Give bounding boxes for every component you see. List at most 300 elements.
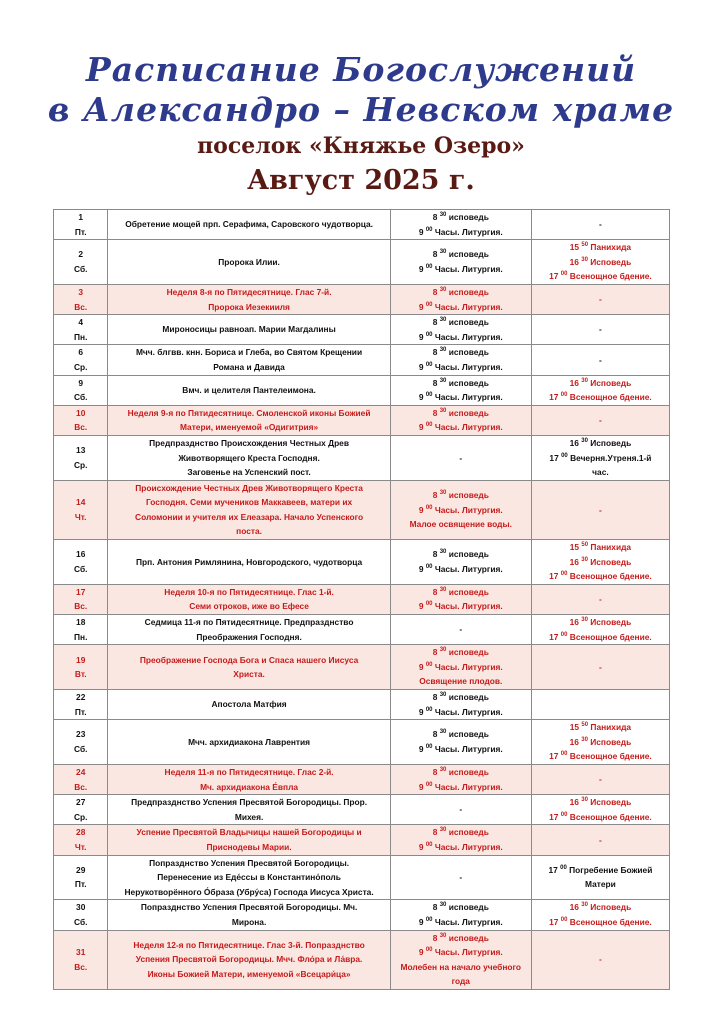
schedule-line: Перенесение из Еде́ссы в Константино́поль: [157, 872, 341, 883]
weekday: Чт.: [74, 511, 87, 522]
schedule-row: [54, 284, 670, 314]
morning-services: [390, 480, 531, 539]
date-cell: [54, 240, 108, 285]
evening-services: [531, 645, 669, 690]
schedule-line: Мч. архидиакона Е́впла: [200, 781, 299, 792]
service-name: исповедь: [446, 586, 489, 597]
service-minutes: 00: [560, 811, 568, 818]
schedule-line: Мирона.: [231, 916, 267, 927]
service-minutes: 00: [561, 452, 568, 459]
service-minutes: 00: [560, 271, 568, 278]
service-name: Часы. Литургия.: [432, 841, 503, 852]
service-name: Часы. Литургия.: [432, 563, 503, 574]
evening-services: [531, 240, 669, 285]
month-heading: Август 2025 г.: [247, 165, 475, 196]
service-hour: 9: [418, 264, 426, 275]
service-name: исповедь: [446, 347, 489, 358]
schedule-line: [393, 690, 529, 705]
weekday: Ср.: [73, 361, 88, 372]
schedule-line: [393, 727, 529, 742]
service-name: Исповедь: [587, 797, 632, 808]
weekday: Вс.: [74, 961, 88, 972]
day-number: 16: [76, 549, 86, 560]
evening-services: [531, 375, 669, 405]
service-hour: 8: [432, 549, 440, 560]
schedule-line: -: [599, 415, 602, 426]
service-minutes: 00: [560, 392, 568, 399]
weekday: Ср.: [73, 459, 88, 470]
service-minutes: 00: [425, 301, 433, 308]
evening-services: [531, 284, 669, 314]
service-hour: 8: [432, 347, 440, 358]
schedule-line: -: [459, 624, 463, 635]
service-minutes: 00: [560, 751, 568, 758]
date-cell: [54, 480, 108, 539]
evening-services: [531, 315, 669, 345]
morning-services: [390, 825, 531, 855]
service-minutes: 30: [439, 586, 447, 593]
service-minutes: 30: [581, 377, 588, 384]
schedule-row: [54, 764, 670, 794]
schedule-line: [393, 488, 529, 503]
schedule-line: [393, 599, 529, 614]
schedule-line: [393, 915, 529, 930]
service-name: исповедь: [446, 902, 489, 913]
service-minutes: 30: [439, 286, 447, 293]
service-hour: 8: [432, 902, 440, 913]
service-minutes: 30: [439, 489, 447, 496]
service-minutes: 30: [439, 249, 447, 256]
service-name: исповедь: [446, 377, 489, 388]
schedule-line: [534, 863, 667, 878]
schedule-line: [393, 210, 529, 225]
evening-services: [531, 690, 669, 720]
service-name: исповедь: [446, 407, 489, 418]
feast-description: [108, 855, 390, 900]
service-hour: 15: [569, 722, 582, 733]
schedule-line: [534, 540, 667, 555]
schedule-line: Вмч. и целителя Пантелеимона.: [182, 384, 316, 395]
service-hour: 8: [432, 827, 440, 838]
day-number: 1: [78, 212, 84, 222]
service-minutes: 30: [439, 317, 447, 324]
service-name: Часы. Литургия.: [432, 781, 503, 792]
service-hour: 9: [418, 563, 426, 574]
service-minutes: 30: [439, 647, 447, 654]
morning-services: [390, 315, 531, 345]
morning-services: [390, 435, 531, 480]
service-minutes: 00: [425, 601, 433, 608]
weekday: Вс.: [74, 301, 88, 312]
service-hour: 8: [432, 317, 440, 328]
schedule-line: Освящение плодов.: [419, 676, 503, 687]
schedule-line: Иконы Божией Матери, именуемой «Всецари́ца»: [147, 968, 351, 979]
service-name: исповедь: [446, 286, 489, 297]
service-hour: 9: [418, 916, 426, 927]
schedule-line: [534, 749, 667, 764]
schedule-line: -: [599, 834, 602, 845]
service-hour: 17: [549, 811, 561, 822]
schedule-table: [53, 209, 670, 990]
service-minutes: 00: [425, 916, 433, 923]
service-minutes: 00: [425, 264, 433, 271]
schedule-line: -: [599, 954, 602, 965]
feast-description: [108, 240, 390, 285]
day-number: 14: [76, 497, 86, 508]
service-minutes: 00: [425, 563, 433, 570]
service-hour: 9: [418, 947, 426, 958]
morning-services: [390, 930, 531, 989]
service-name: Всенощное бдение.: [567, 271, 652, 282]
schedule-line: [534, 615, 667, 630]
schedule-row: [54, 930, 670, 989]
schedule-line: -: [459, 804, 463, 815]
feast-description: [108, 584, 390, 614]
schedule-line: Успение Пресвятой Владычицы нашей Богородицы и: [136, 827, 362, 838]
service-name: исповедь: [446, 249, 489, 260]
service-minutes: 30: [581, 556, 588, 563]
date-cell: [54, 315, 108, 345]
service-minutes: 30: [439, 377, 447, 384]
schedule-line: [393, 780, 529, 795]
feast-description: [108, 795, 390, 825]
service-minutes: 00: [560, 864, 567, 871]
morning-services: [390, 900, 531, 930]
service-hour: 15: [569, 542, 582, 553]
service-hour: 9: [418, 226, 426, 237]
feast-description: [108, 210, 390, 240]
service-hour: 9: [418, 331, 426, 342]
service-name: Исповедь: [587, 617, 632, 628]
schedule-line: Мироносицы равноап. Марии Магдалины: [162, 324, 336, 335]
day-number: 24: [76, 766, 86, 777]
service-hour: 16: [569, 556, 582, 567]
schedule-line: [393, 285, 529, 300]
day-number: 9: [78, 377, 84, 388]
schedule-line: [393, 660, 529, 675]
feast-description: [108, 930, 390, 989]
schedule-line: [393, 705, 529, 720]
schedule-line: [534, 630, 667, 645]
schedule-line: [393, 742, 529, 757]
day-number: 30: [76, 902, 86, 913]
morning-services: [390, 764, 531, 794]
schedule-line: Христа.: [233, 669, 265, 680]
schedule-line: Соломонии и учителя их Елеазара. Начало Успенского: [135, 511, 364, 522]
service-name: Всенощное бдение.: [567, 392, 652, 403]
schedule-row: [54, 690, 670, 720]
service-minutes: 50: [581, 542, 589, 549]
service-name: исповедь: [446, 827, 489, 838]
service-name: Часы. Литургия.: [432, 361, 503, 372]
service-hour: 16: [569, 377, 582, 388]
schedule-line: Приснодевы Марии.: [206, 841, 292, 852]
schedule-line: [534, 255, 667, 270]
schedule-line: [393, 247, 529, 262]
service-minutes: 00: [560, 631, 568, 638]
service-name: Всенощное бдение.: [567, 631, 652, 642]
feast-description: [108, 540, 390, 585]
service-hour: 8: [432, 692, 440, 702]
feast-description: [108, 480, 390, 539]
day-number: 4: [78, 317, 84, 328]
evening-services: [531, 540, 669, 585]
service-name: Панихида: [588, 242, 632, 253]
schedule-line: -: [599, 219, 602, 230]
schedule-line: Неделя 9-я по Пятидесятнице. Смоленской иконы Божией: [127, 407, 371, 418]
schedule-line: Неделя 8-я по Пятидесятнице. Глас 7-й.: [166, 286, 332, 297]
schedule-line: [534, 915, 667, 930]
service-name: Исповедь: [587, 377, 632, 388]
schedule-row: [54, 375, 670, 405]
schedule-row: [54, 480, 670, 539]
service-name: Исповедь: [587, 556, 632, 567]
schedule-line: [534, 555, 667, 570]
schedule-body: [54, 210, 670, 990]
morning-services: [390, 584, 531, 614]
morning-services: [390, 645, 531, 690]
service-hour: 8: [432, 729, 440, 740]
service-name: исповедь: [446, 212, 489, 222]
feast-description: [108, 720, 390, 765]
schedule-line: -: [599, 594, 602, 605]
schedule-line: Успения Пресвятой Богородицы. Мчч. Фло́ра и Ла́вра.: [135, 954, 363, 965]
feast-description: [108, 615, 390, 645]
date-cell: [54, 405, 108, 435]
schedule-line: [393, 900, 529, 915]
service-hour: 8: [432, 212, 440, 222]
service-hour: 8: [432, 932, 440, 943]
feast-description: [108, 900, 390, 930]
schedule-line: Предпразднство Происхождения Честных Древ: [149, 437, 349, 448]
schedule-line: [393, 360, 529, 375]
service-minutes: 30: [439, 692, 447, 698]
date-cell: [54, 210, 108, 240]
evening-services: [531, 720, 669, 765]
schedule-line: [534, 569, 667, 584]
service-minutes: 00: [425, 781, 433, 788]
service-minutes: 00: [425, 706, 433, 713]
service-minutes: 00: [560, 916, 568, 923]
date-cell: [54, 795, 108, 825]
morning-services: [390, 615, 531, 645]
evening-services: [531, 795, 669, 825]
schedule-line: [534, 240, 667, 255]
schedule-line: [393, 420, 529, 435]
service-minutes: 30: [439, 729, 447, 736]
evening-services: [531, 345, 669, 375]
schedule-line: Попразднство Успения Пресвятой Богородицы.: [149, 857, 350, 868]
feast-description: [108, 284, 390, 314]
service-name: Часы. Литургия.: [432, 392, 503, 403]
service-hour: 17: [548, 864, 561, 875]
service-name: Часы. Литургия.: [432, 226, 503, 237]
service-minutes: 30: [581, 617, 588, 624]
service-name: исповедь: [446, 489, 489, 500]
date-cell: [54, 855, 108, 900]
schedule-line: Пророка Иезекииля: [208, 301, 290, 312]
feast-description: [108, 315, 390, 345]
date-cell: [54, 345, 108, 375]
morning-services: [390, 210, 531, 240]
service-hour: 8: [432, 647, 440, 658]
service-minutes: 30: [581, 902, 588, 909]
service-hour: 9: [418, 361, 426, 372]
day-number: 2: [78, 249, 84, 260]
date-cell: [54, 584, 108, 614]
service-name: Часы. Литургия.: [432, 504, 503, 515]
weekday: Пн.: [74, 631, 88, 642]
weekday: Ср.: [73, 811, 88, 822]
schedule-row: [54, 210, 670, 240]
schedule-line: Мчч. блгвв. кнн. Бориса и Глеба, во Святом Крещении: [136, 347, 363, 358]
weekday: Сб.: [74, 563, 88, 574]
service-name: Исповедь: [587, 736, 632, 747]
schedule-line: -: [599, 774, 602, 785]
schedule-line: [393, 330, 529, 345]
schedule-row: [54, 855, 670, 900]
service-minutes: 30: [439, 766, 447, 773]
service-name: Всенощное бдение.: [567, 751, 652, 762]
schedule-line: [534, 436, 667, 451]
service-minutes: 30: [581, 797, 588, 804]
weekday: Чт.: [74, 841, 87, 852]
service-hour: 8: [432, 489, 440, 500]
service-name: Часы. Литургия.: [432, 301, 503, 312]
weekday: Сб.: [74, 392, 88, 403]
schedule-line: [393, 376, 529, 391]
service-name: Часы. Литургия.: [432, 744, 503, 755]
evening-services: [531, 584, 669, 614]
service-hour: 17: [549, 392, 561, 403]
service-name: Погребение Божией: [566, 864, 653, 875]
service-minutes: 30: [581, 437, 588, 444]
service-name: Часы. Литургия.: [432, 947, 503, 958]
feast-description: [108, 690, 390, 720]
schedule-line: -: [599, 324, 602, 335]
service-hour: 8: [432, 586, 440, 597]
schedule-line: Нерукотворённого О́браза (Убру́са) Господа Иисуса Христа.: [124, 886, 374, 897]
service-name: Часы. Литургия.: [432, 264, 503, 275]
schedule-line: [393, 931, 529, 946]
schedule-line: поста.: [236, 526, 262, 537]
service-minutes: 00: [425, 661, 433, 668]
service-hour: 17: [549, 751, 561, 762]
schedule-line: [393, 390, 529, 405]
service-minutes: 00: [425, 422, 433, 429]
service-name: Панихида: [588, 722, 632, 733]
service-minutes: 30: [439, 932, 447, 939]
schedule-row: [54, 405, 670, 435]
morning-services: [390, 690, 531, 720]
service-hour: 16: [569, 736, 582, 747]
service-name: Исповедь: [587, 256, 632, 267]
feast-description: [108, 764, 390, 794]
schedule-row: [54, 615, 670, 645]
schedule-line: [393, 825, 529, 840]
schedule-line: [393, 547, 529, 562]
schedule-line: [534, 795, 667, 810]
service-name: Всенощное бдение.: [567, 811, 652, 822]
service-minutes: 50: [581, 242, 589, 249]
service-hour: 9: [418, 601, 426, 612]
service-hour: 8: [432, 377, 440, 388]
service-minutes: 00: [425, 841, 433, 848]
morning-services: [390, 405, 531, 435]
schedule-line: -: [599, 661, 602, 672]
schedule-line: [393, 945, 529, 960]
feast-description: [108, 435, 390, 480]
page-title: Расписание Богослужений: [85, 50, 637, 89]
service-hour: 9: [418, 422, 426, 433]
schedule-line: [393, 406, 529, 421]
morning-services: [390, 345, 531, 375]
date-cell: [54, 690, 108, 720]
day-number: 10: [76, 407, 86, 418]
service-hour: 9: [418, 706, 426, 717]
service-hour: 8: [432, 286, 440, 297]
date-cell: [54, 375, 108, 405]
service-name: Панихида: [588, 542, 632, 553]
service-hour: 16: [569, 797, 582, 808]
service-name: Часы. Литургия.: [432, 601, 503, 612]
day-number: 31: [76, 947, 86, 958]
schedule-line: [534, 810, 667, 825]
date-cell: [54, 435, 108, 480]
service-name: Часы. Литургия.: [432, 661, 503, 672]
schedule-line: [393, 345, 529, 360]
feast-description: [108, 825, 390, 855]
weekday: Вт.: [74, 669, 87, 680]
service-name: исповедь: [446, 647, 489, 658]
schedule-line: [534, 390, 667, 405]
service-hour: 9: [418, 301, 426, 312]
service-minutes: 00: [560, 571, 568, 578]
service-hour: 17: [549, 631, 561, 642]
evening-services: [531, 930, 669, 989]
schedule-line: Матери: [585, 879, 616, 890]
service-minutes: 30: [439, 347, 447, 354]
service-minutes: 00: [425, 504, 433, 511]
day-number: 29: [76, 864, 86, 875]
day-number: 13: [76, 445, 86, 456]
schedule-line: Мчч. архидиакона Лаврентия: [188, 736, 311, 747]
schedule-line: Господня. Семи мучеников Маккавеев, матери их: [145, 497, 353, 508]
schedule-line: Романа и Давида: [213, 361, 285, 372]
date-cell: [54, 930, 108, 989]
morning-services: [390, 795, 531, 825]
evening-services: [531, 615, 669, 645]
service-hour: 15: [569, 242, 582, 253]
schedule-line: -: [459, 452, 463, 463]
weekday: Пт.: [74, 226, 87, 237]
schedule-line: Неделя 10-я по Пятидесятнице. Глас 1-й.: [164, 586, 334, 597]
schedule-line: Преображение Господа Бога и Спаса нашего Иисуса: [139, 654, 359, 665]
evening-services: [531, 210, 669, 240]
schedule-row: [54, 240, 670, 285]
service-hour: 8: [432, 249, 440, 260]
schedule-line: Седмица 11-я по Пятидесятнице. Предпразднство: [144, 617, 354, 628]
schedule-row: [54, 825, 670, 855]
service-minutes: 00: [425, 392, 433, 399]
schedule-line: Молебен на начало учебного: [400, 961, 522, 972]
schedule-line: [393, 315, 529, 330]
schedule-row: [54, 540, 670, 585]
service-name: Исповедь: [587, 437, 632, 448]
evening-services: [531, 900, 669, 930]
schedule-line: час.: [592, 467, 609, 478]
service-name: Всенощное бдение.: [567, 916, 652, 927]
